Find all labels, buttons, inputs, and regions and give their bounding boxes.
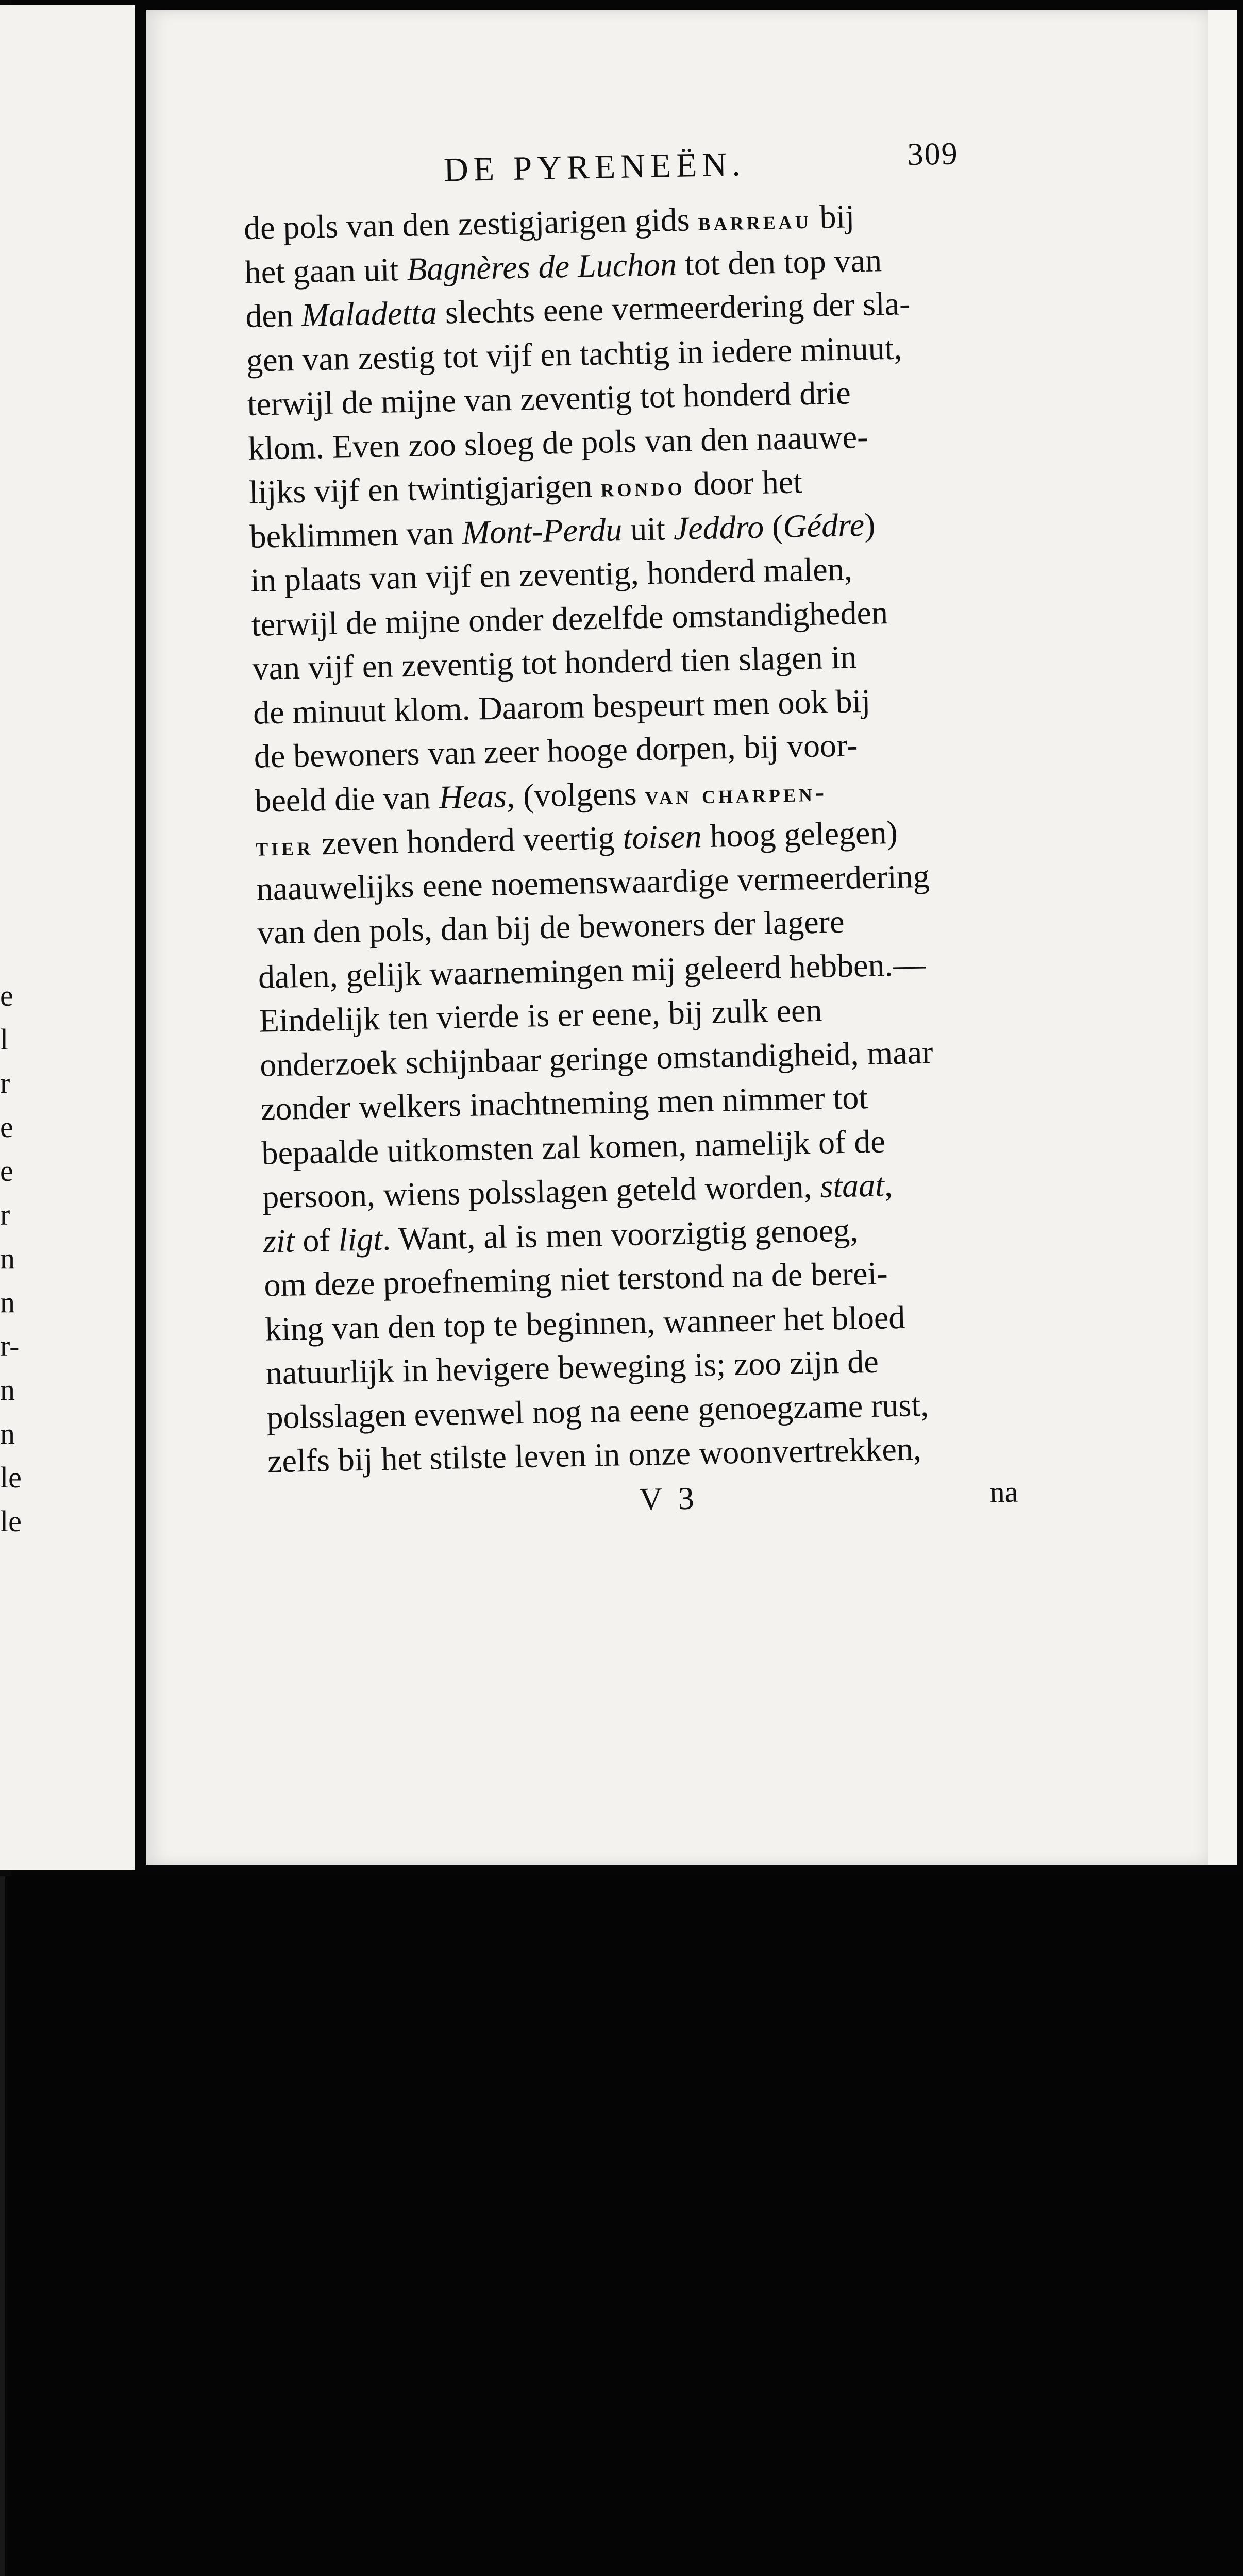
italic-text: staat xyxy=(819,1166,885,1205)
text-run: polsslagen evenwel nog na eene genoegzame rust, xyxy=(266,1386,929,1436)
italic-text: Heas xyxy=(438,777,507,816)
running-head-title: DE PYRENEËN. xyxy=(443,145,746,189)
bleed-letter: r xyxy=(0,1198,10,1231)
italic-text: toisen xyxy=(622,818,702,856)
bleed-letter: r- xyxy=(0,1329,20,1363)
small-caps-name: rondo xyxy=(600,471,686,503)
text-run: ) xyxy=(864,506,876,543)
text-run: natuurlijk in hevigere beweging is; zoo zijn de xyxy=(265,1343,879,1392)
text-run: van den pols, dan bij de bewoners der lagere xyxy=(257,903,845,951)
text-run: dalen, gelijk waarnemingen mij geleerd hebben.— xyxy=(258,945,926,995)
bleed-letter: le xyxy=(0,1504,22,1538)
bleed-letter: n xyxy=(0,1373,15,1406)
text-run: naauwelijks eene noemenswaardige vermeerdering xyxy=(256,857,930,907)
text-run: tot den top van xyxy=(676,241,882,282)
page-number: 309 xyxy=(906,136,959,173)
facing-page-edge xyxy=(0,5,135,1870)
text-run: in plaats van vijf en zeventig, honderd malen, xyxy=(250,550,853,599)
text-run: de bewoners van zeer hooge dorpen, bij voor- xyxy=(254,726,858,775)
text-run: uit xyxy=(622,510,674,548)
text-run: , (volgens xyxy=(506,774,646,814)
bleed-letter: n xyxy=(0,1417,15,1450)
text-run: onderzoek schijnbaar geringe omstandigheid, maar xyxy=(259,1033,933,1083)
text-run: bepaalde uitkomsten zal komen, namelijk of de xyxy=(261,1122,886,1172)
text-run: Eindelijk ten vierde is er eene, bij zulk een xyxy=(258,991,823,1039)
catchword: na xyxy=(989,1475,1018,1509)
bleed-letter: le xyxy=(0,1461,22,1494)
bleed-letter: n xyxy=(0,1285,15,1319)
text-run: bij xyxy=(811,198,855,235)
text-run: ( xyxy=(763,507,784,545)
italic-text: Maladetta xyxy=(301,294,438,333)
small-caps-name: tier xyxy=(255,831,314,862)
text-run: . Want, al is men voorzigtig genoeg, xyxy=(382,1211,859,1257)
text-run: hoog gelegen) xyxy=(701,814,898,855)
bleed-letter: l xyxy=(0,1023,9,1056)
page-edge-line xyxy=(0,1876,5,2576)
text-run: lijks vijf en twintigjarigen xyxy=(248,467,601,511)
text-run: gen van zestig tot vijf en tachtig in iedere minuut, xyxy=(246,329,903,379)
text-run: zelfs bij het stilste leven in onze woonvertrekken, xyxy=(267,1430,922,1480)
italic-text: zit xyxy=(263,1222,295,1260)
page-text-block xyxy=(242,130,1032,1540)
facing-page-bleed-letters xyxy=(0,974,31,1543)
signature-mark: V 3 xyxy=(639,1481,699,1517)
text-run: slechts eene vermeerdering der sla- xyxy=(436,285,911,331)
italic-text: Bagnères de Luchon xyxy=(406,245,677,287)
text-run: beklimmen van xyxy=(249,514,463,555)
text-run: beeld die van xyxy=(254,778,440,819)
bleed-letter: n xyxy=(0,1242,15,1275)
text-run: , xyxy=(884,1166,893,1204)
text-run: zeven honderd veertig xyxy=(313,819,624,862)
text-run: klom. Even zoo sloeg de pols van den naauwe- xyxy=(247,418,869,467)
text-run: terwijl de mijne van zeventig tot honderd drie xyxy=(247,374,851,422)
text-run: persoon, wiens polsslagen geteld worden, xyxy=(262,1167,821,1215)
text-run: king van den top te beginnen, wanneer het bloed xyxy=(264,1298,905,1348)
bleed-letter: e xyxy=(0,1154,13,1188)
text-run: het gaan uit xyxy=(244,250,407,291)
bleed-letter: r xyxy=(0,1066,10,1100)
bleed-letter: e xyxy=(0,979,13,1012)
italic-text: ligt xyxy=(338,1220,383,1258)
text-run: den xyxy=(245,296,302,334)
text-run: door het xyxy=(684,463,803,502)
text-run: of xyxy=(294,1221,339,1259)
bleed-letter: e xyxy=(0,1110,13,1144)
italic-text: Jeddro xyxy=(673,508,764,547)
text-run: om deze proefneming niet terstond na de berei- xyxy=(263,1255,888,1303)
text-run: van vijf en zeventig tot honderd tien slagen in xyxy=(251,638,857,687)
body-text xyxy=(243,192,1030,1483)
text-run: zonder welkers inachtneming men nimmer tot xyxy=(260,1079,868,1127)
text-run: de pols van den zestigjarigen gids xyxy=(243,201,699,246)
small-caps-name: van charpen- xyxy=(644,777,828,810)
text-run: terwijl de mijne onder dezelfde omstandigheden xyxy=(251,594,888,643)
italic-text: Gédre xyxy=(782,506,865,545)
italic-text: Mont-Perdu xyxy=(462,511,623,551)
small-caps-name: barreau xyxy=(698,205,812,237)
text-run: de minuut klom. Daarom bespeurt men ook bij xyxy=(253,682,871,731)
